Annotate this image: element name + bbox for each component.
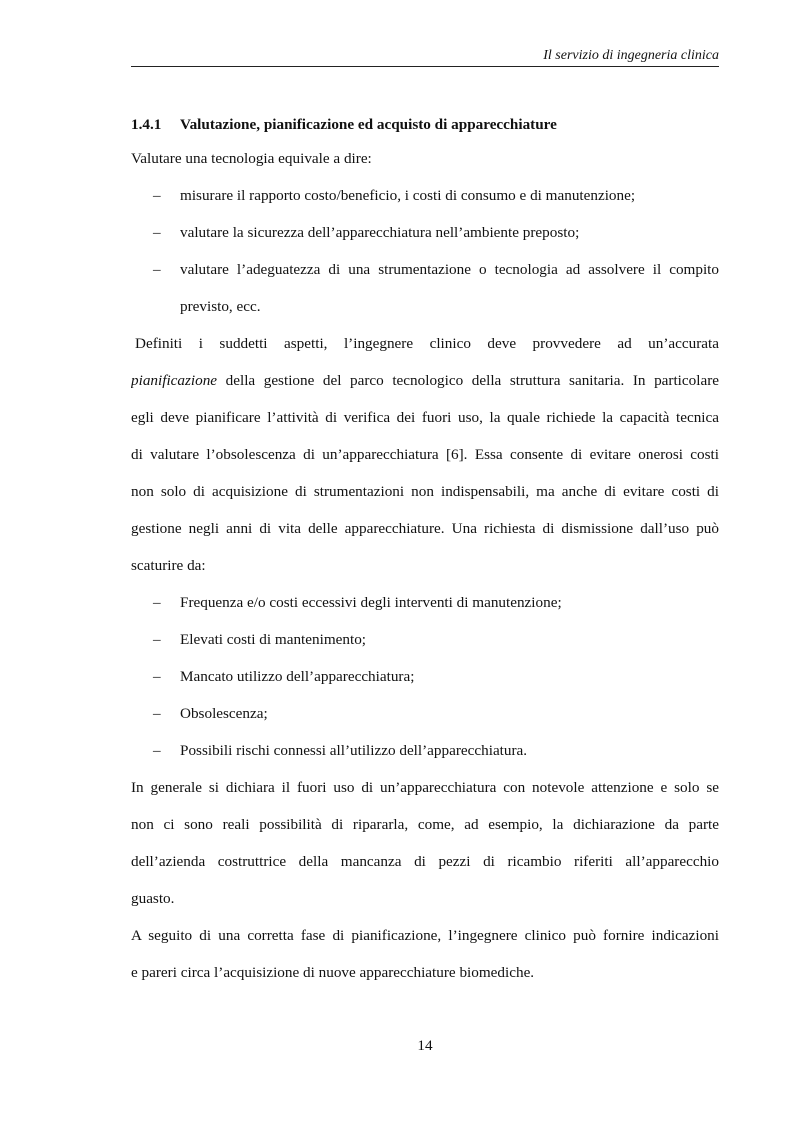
text-line: non solo di acquisizione di strumentazioni non indispensabili, ma anche di evitare costi di: [131, 483, 719, 500]
list-item: [131, 584, 719, 621]
emphasis-pianificazione: pianificazione: [131, 372, 218, 389]
dash-bullet: –: [153, 705, 161, 722]
text-line: valutare la sicurezza dell’apparecchiatura nell’ambiente preposto;: [180, 224, 580, 241]
text-line: misurare il rapporto costo/beneficio, i costi di consumo e di manutenzione;: [180, 187, 636, 204]
text-line: previsto, ecc.: [180, 298, 261, 315]
list-item: [131, 695, 719, 732]
text-line: e pareri circa l’acquisizione di nuove apparecchiature biomediche.: [131, 964, 535, 981]
decommission-paragraph: [131, 769, 719, 917]
list-item: [131, 177, 719, 214]
text-line: gestione negli anni di vita delle apparecchiature. Una richiesta di dismissione dall’uso può: [131, 520, 719, 537]
dash-bullet: –: [153, 187, 161, 204]
text-line: pianificazione della gestione del parco tecnologico della struttura sanitaria. In particolare: [131, 372, 719, 389]
running-header: Il servizio di ingegneria clinica: [543, 48, 719, 63]
text-line: di valutare l’obsolescenza di un’apparecchiatura [6]. Essa consente di evitare onerosi costi: [131, 446, 719, 463]
text-line: In generale si dichiara il fuori uso di un’apparecchiatura con notevole attenzione e solo se: [131, 779, 719, 796]
list-item: [131, 658, 719, 695]
header-rule: [131, 66, 719, 67]
list-item: [131, 732, 719, 769]
intro-paragraph: [131, 140, 719, 177]
text-line: egli deve pianificare l’attività di verifica dei fuori uso, la quale richiede la capacità tecnica: [131, 409, 719, 426]
text-line: non ci sono reali possibilità di ripararla, come, ad esempio, la dichiarazione da parte: [131, 816, 719, 833]
list-item: [131, 214, 719, 251]
text-line: guasto.: [131, 890, 175, 907]
text-line: Valutare una tecnologia equivale a dire:: [131, 150, 372, 167]
text-line: dell’azienda costruttrice della mancanza di pezzi di ricambio riferiti all’apparecchio: [131, 853, 719, 870]
planning-paragraph: [131, 325, 719, 584]
list-item: [131, 621, 719, 658]
acquisition-paragraph: [131, 917, 719, 991]
text-line: Mancato utilizzo dell’apparecchiatura;: [180, 668, 415, 685]
section-number: 1.4.1: [131, 116, 162, 133]
section-heading: [131, 110, 719, 140]
text-line: scaturire da:: [131, 557, 206, 574]
text-line: Obsolescenza;: [180, 705, 268, 722]
dash-bullet: –: [153, 668, 161, 685]
text-line: valutare l’adeguatezza di una strumentazione o tecnologia ad assolvere il compito: [180, 261, 719, 278]
page-body: [131, 110, 719, 991]
page-number: 14: [417, 1037, 433, 1054]
dash-bullet: –: [153, 742, 161, 759]
dash-bullet: –: [153, 631, 161, 648]
text-line: Definiti i suddetti aspetti, l’ingegnere clinico deve provvedere ad un’accurata: [135, 335, 719, 352]
dismissal-reasons-list: [131, 584, 719, 769]
text-line: A seguito di una corretta fase di pianificazione, l’ingegnere clinico può fornire indicazioni: [131, 927, 719, 944]
evaluation-criteria-list: [131, 177, 719, 325]
section-title: Valutazione, pianificazione ed acquisto di apparecchiature: [180, 116, 557, 133]
text-line: Possibili rischi connessi all’utilizzo dell’apparecchiatura.: [180, 742, 528, 759]
dash-bullet: –: [153, 261, 161, 278]
list-item: [131, 251, 719, 325]
dash-bullet: –: [153, 594, 161, 611]
dash-bullet: –: [153, 224, 161, 241]
text-line: Elevati costi di mantenimento;: [180, 631, 367, 648]
text-line: Frequenza e/o costi eccessivi degli interventi di manutenzione;: [180, 594, 562, 611]
